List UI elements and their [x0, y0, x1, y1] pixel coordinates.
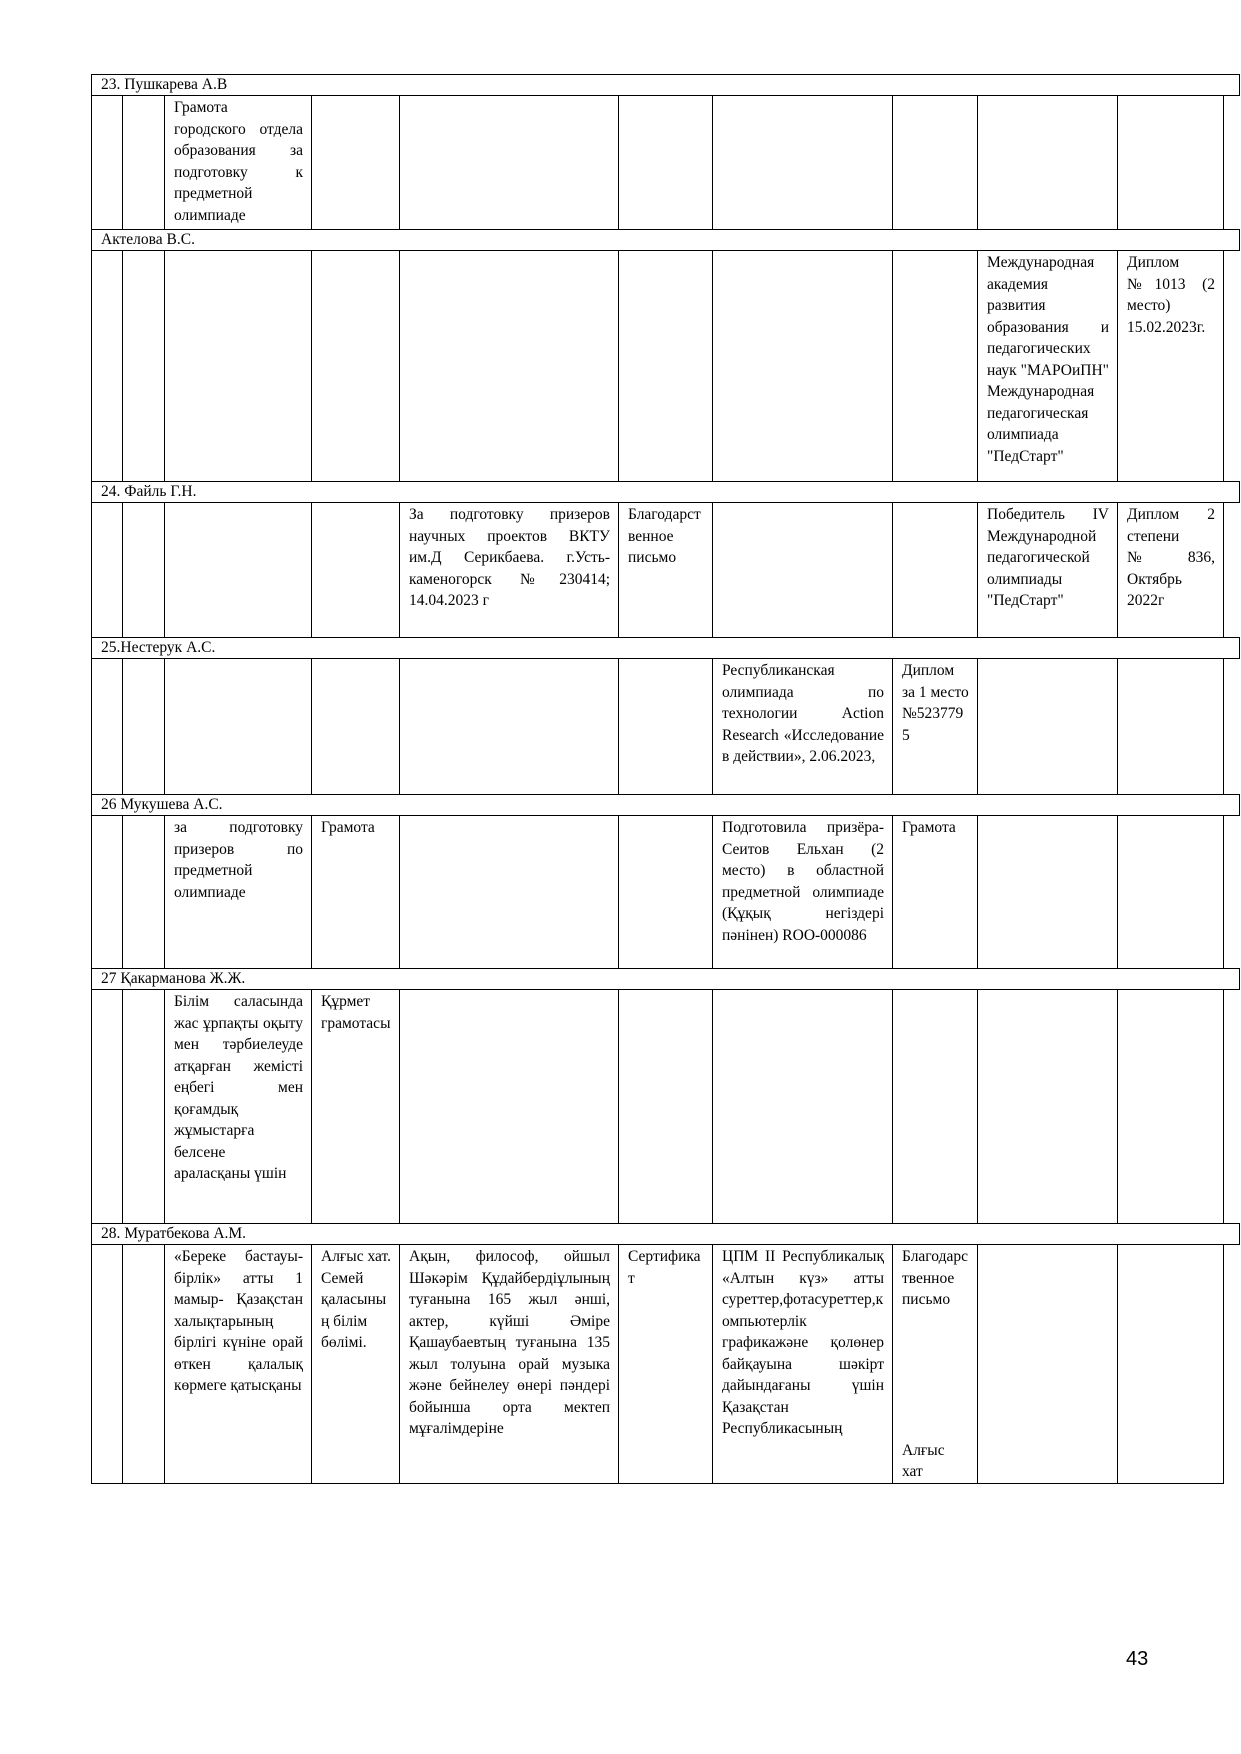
table-cell: Грамота: [312, 816, 400, 969]
table-cell: [619, 990, 713, 1224]
table-edge: [1224, 251, 1240, 482]
teacher-name-row: [92, 795, 1240, 816]
table-cell: [312, 251, 400, 482]
table-cell: [893, 990, 978, 1224]
table-cell: Диплом №1013 (2 место) 15.02.2023г.: [1118, 251, 1224, 482]
table-cell: [400, 251, 619, 482]
table-cell: [978, 990, 1118, 1224]
table-cell: Білім саласында жас ұрпақты оқыту мен тәрбиелеуде атқарған жемісті еңбегі мен қоғамдық жұмыстарға белсене араласқаны үшін: [165, 990, 312, 1224]
table-edge: [1224, 990, 1240, 1224]
teacher-name: 27 Қакарманова Ж.Ж.: [92, 969, 1240, 990]
table-cell: [165, 659, 312, 795]
table-cell: [123, 1245, 165, 1484]
table-cell: [165, 503, 312, 638]
teacher-name-row: [92, 75, 1240, 96]
table-cell: [400, 96, 619, 230]
table-cell: [1118, 816, 1224, 969]
table-cell: [978, 816, 1118, 969]
table-cell: [893, 251, 978, 482]
table-row: [92, 659, 1240, 795]
awards-table: [91, 74, 1240, 1484]
table-cell: [92, 816, 123, 969]
table-cell: Алғыс хат. Семей қаласының білім бөлімі.: [312, 1245, 400, 1484]
table-cell: [1118, 96, 1224, 230]
table-cell: «Береке бастауы- бірлік» атты 1 мамыр- Қазақстан халықтарының бірлігі күніне орай өткен қалалық көрмеге қатысқаны: [165, 1245, 312, 1484]
table-cell: [1118, 1245, 1224, 1484]
table-row: [92, 1245, 1240, 1484]
table-cell: [400, 659, 619, 795]
teacher-name-row: [92, 1224, 1240, 1245]
table-cell: Құрмет грамотасы: [312, 990, 400, 1224]
table-cell: Благодарственное письмо Алғыс хат: [893, 1245, 978, 1484]
teacher-name: 25.Нестерук А.С.: [92, 638, 1240, 659]
table-cell: [1118, 659, 1224, 795]
table-cell: [92, 503, 123, 638]
table-cell: [400, 990, 619, 1224]
table-row: [92, 990, 1240, 1224]
table-cell: [123, 251, 165, 482]
table-row: [92, 816, 1240, 969]
table-cell: [92, 96, 123, 230]
table-cell: Грамота городского отдела образования за подготовку к предметной олимпиаде: [165, 96, 312, 230]
table-cell: За подготовку призеров научных проектов ВКТУ им.Д Серикбаева. г.Усть-каменогорск №230414; 14.04.2023 г: [400, 503, 619, 638]
teacher-name-row: [92, 482, 1240, 503]
table-cell: [92, 990, 123, 1224]
table-cell: за подготовку призеров по предметной олимпиаде: [165, 816, 312, 969]
teacher-name: 23. Пушкарева А.В: [92, 75, 1240, 96]
page-number: 43: [1126, 1648, 1149, 1670]
table-cell: [123, 659, 165, 795]
table-edge: [1224, 503, 1240, 638]
teacher-name: 26 Мукушева А.С.: [92, 795, 1240, 816]
table-cell: [978, 96, 1118, 230]
table-cell: Подготовила призёра- Сеитов Ельхан (2 место) в областной предметной олимпиаде (Құқық негіздері пәнінен) ROO-000086: [713, 816, 893, 969]
table-cell: [312, 503, 400, 638]
table-cell: Диплом 2 степени №836, Октябрь 2022г: [1118, 503, 1224, 638]
table-cell: [619, 659, 713, 795]
table-edge: [1224, 659, 1240, 795]
table-cell: [619, 251, 713, 482]
table-cell: [312, 96, 400, 230]
table-cell: [123, 990, 165, 1224]
table-row: [92, 251, 1240, 482]
table-edge: [1224, 816, 1240, 969]
table-cell: Ақын, философ, ойшыл Шәкәрім Құдайбердіұлының туғанына 165 жыл әнші, актер, күйші Әміре Қашаубаевтың туғанына 135 жыл толуына орай музыка және бейнелеу өнері пәндері бойынша орта мектеп мұғалімдеріне: [400, 1245, 619, 1484]
table-cell: ЦПМ II Республикалық «Алтын күз» атты суреттер,фотасуреттер,компьютерлік графикажәне қолөнер байқауына шәкірт дайындағаны үшін Қазақстан Республикасының: [713, 1245, 893, 1484]
table-cell: Благодарственное письмо: [619, 503, 713, 638]
table-cell: Республиканская олимпиада по технологии Action Research «Исследование в действии», 2.06.2023,: [713, 659, 893, 795]
table-row: [92, 503, 1240, 638]
table-row: [92, 96, 1240, 230]
table-cell: [713, 503, 893, 638]
teacher-name: 28. Муратбекова А.М.: [92, 1224, 1240, 1245]
table-cell: [893, 96, 978, 230]
table-cell: [92, 1245, 123, 1484]
table-cell: Сертификат: [619, 1245, 713, 1484]
table-cell: [893, 503, 978, 638]
table-cell: [312, 659, 400, 795]
table-edge: [1224, 96, 1240, 230]
table-cell: Диплом за 1 место №5237795: [893, 659, 978, 795]
table-cell: [713, 96, 893, 230]
table-cell: [713, 251, 893, 482]
table-cell: [713, 990, 893, 1224]
table-cell: [978, 1245, 1118, 1484]
table-cell: Грамота: [893, 816, 978, 969]
table-cell: [619, 816, 713, 969]
teacher-name: Актелова В.С.: [92, 230, 1240, 251]
table-edge: [1224, 1245, 1240, 1484]
table-cell: [123, 816, 165, 969]
table-cell: [1118, 990, 1224, 1224]
table-cell: [400, 816, 619, 969]
table-body: [92, 75, 1240, 1484]
table-cell: [619, 96, 713, 230]
table-cell: [978, 659, 1118, 795]
table-cell: [92, 251, 123, 482]
table-cell: Победитель IV Международной педагогической олимпиады "ПедСтарт": [978, 503, 1118, 638]
table-cell: [92, 659, 123, 795]
teacher-name-row: [92, 638, 1240, 659]
table-cell: Международная академия развития образования и педагогических наук "МАРОиПН" Международная педагогическая олимпиада "ПедСтарт": [978, 251, 1118, 482]
teacher-name: 24. Файль Г.Н.: [92, 482, 1240, 503]
table-cell: [123, 503, 165, 638]
teacher-name-row: [92, 230, 1240, 251]
table-cell: [123, 96, 165, 230]
teacher-name-row: [92, 969, 1240, 990]
table-cell: [165, 251, 312, 482]
